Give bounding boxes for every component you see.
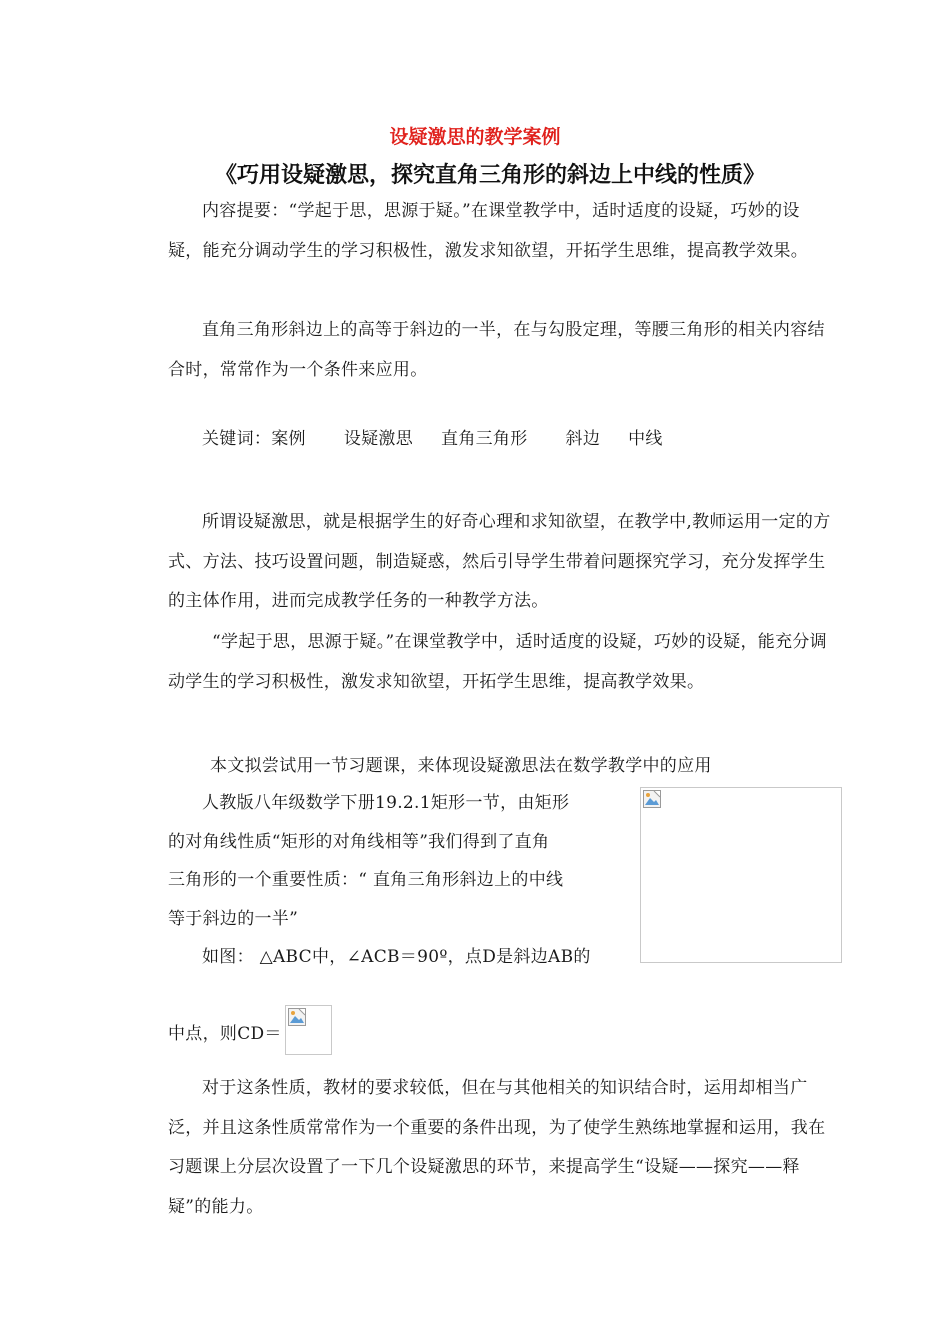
keyword-item: 中线 — [628, 429, 663, 449]
document-subtitle: 《巧用设疑激思，探究直角三角形的斜边上中线的性质》 — [214, 163, 765, 188]
body-paragraph-2: “学起于思，思源于疑。”在课堂教学中，适时适度的设疑，巧妙的设疑，能充分调动学生的学习积极性，激发求知欲望，开拓学生思维，提高教学效果。 — [168, 632, 827, 692]
text-line: 三角形的一个重要性质：“ 直角三角形斜边上的中线 — [168, 870, 564, 890]
body-paragraph-6: 对于这条性质，教材的要求较低，但在与其他相关的知识结合时，运用却相当广泛，并且这条性质常常作为一个重要的条件出现，为了使学生熟练地掌握和运用，我在习题课上分层次设置了一下几个设疑激思的环节，来提高学生“设疑——探究——释疑”的能力。 — [168, 1078, 826, 1217]
document-title: 设疑激思的教学案例 — [389, 126, 561, 148]
formula-image — [285, 1005, 332, 1055]
body-paragraph-1: 所谓设疑激思，就是根据学生的好奇心理和求知欲望，在教学中,教师运用一定的方式、方法、技巧设置问题，制造疑惑，然后引导学生带着问题探究学习，充分发挥学生的主体作用，进而完成教学任务的一种教学方法。 — [168, 512, 831, 611]
text-line: 人教版八年级数学下册19.2.1矩形一节，由矩形 — [202, 793, 570, 813]
text-line: 的对角线性质“矩形的对角线相等”我们得到了直角 — [168, 831, 550, 852]
keyword-item: 斜边 — [565, 429, 601, 449]
keywords-line — [202, 424, 663, 449]
body-paragraph-4 — [168, 784, 638, 977]
broken-image-icon — [288, 1008, 306, 1026]
abstract-paragraph-2: 直角三角形斜边上的高等于斜边的一半，在与勾股定理，等腰三角形的相关内容结合时，常常作为一个条件来应用。 — [168, 320, 825, 380]
text-line: 如图： △ABC中，∠ACB＝90º，点D是斜边AB的 — [202, 947, 591, 967]
keywords-label: 关键词： — [202, 429, 272, 449]
keyword-item: 直角三角形 — [441, 429, 528, 449]
abstract-paragraph: 内容提要：“学起于思，思源于疑。”在课堂教学中，适时适度的设疑，巧妙的设疑，能充分调动学生的学习积极性，激发求知欲望，开拓学生思维，提高教学效果。 — [168, 201, 809, 261]
body-paragraph-3: 本文拟尝试用一节习题课，来体现设疑激思法在数学教学中的应用 — [210, 756, 712, 776]
keyword-item: 案例 — [271, 429, 306, 449]
formula-line: 中点，则CD＝ — [168, 1024, 282, 1044]
triangle-figure-image — [640, 787, 842, 963]
broken-image-icon — [643, 790, 661, 808]
text-line: 等于斜边的一半” — [168, 908, 299, 929]
keyword-item: 设疑激思 — [343, 429, 414, 449]
